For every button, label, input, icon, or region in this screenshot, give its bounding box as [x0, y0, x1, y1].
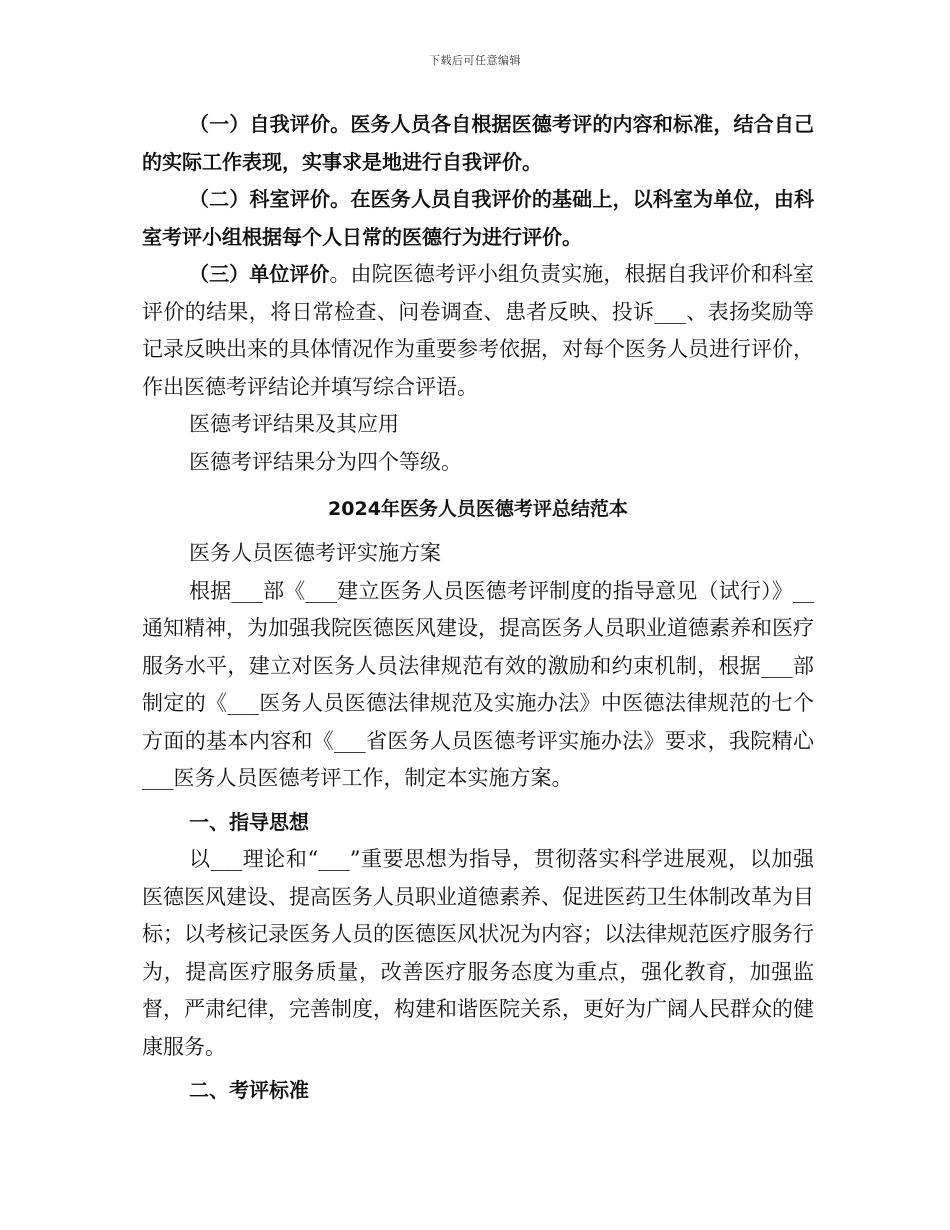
plan-subtitle: 医务人员医德考评实施方案 — [189, 541, 441, 565]
paragraph-department-evaluation: （二）科室评价。在医务人员自我评价的基础上，以科室为单位，由科室考评小组根据每个人日常的医德行为进行评价。 — [142, 187, 814, 249]
paragraph-results-levels: 医德考评结果分为四个等级。 — [189, 449, 462, 474]
heading-evaluation-standards: 二、考评标准 — [189, 1078, 309, 1102]
page-header: 下载后可任意编辑 — [429, 54, 521, 67]
heading-guiding-ideology: 一、指导思想 — [189, 809, 309, 834]
paragraph-results-heading: 医德考评结果及其应用 — [189, 412, 399, 436]
document-body — [142, 106, 814, 1110]
paragraph-guiding-ideology: 以___理论和“___”重要思想为指导，贯彻落实科学进展观，以加强医德医风建设、提高医务人员职业道德素养、促进医药卫生体制改革为目标；以考核记录医务人员的医德医风状况为内容；以法律规范医疗服务行为，提高医疗服务质量，改善医疗服务态度为重点，强化教育，加强监督，严肃纪律，完善制度，构建和谐医院关系，更好为广阔人民群众的健康服务。 — [142, 847, 814, 1059]
paragraph-self-evaluation: （一）自我评价。医务人员各自根据医德考评的内容和标准，结合自己的实际工作表现，实事求是地进行自我评价。 — [142, 112, 814, 174]
unit-evaluation-lead: （三）单位评价 — [189, 262, 330, 286]
document-title: 2024年医务人员医德考评总结范本 — [328, 498, 628, 520]
unit-evaluation-text: 。由院医德考评小组负责实施，根据自我评价和科室评价的结果，将日常检查、问卷调查、患者反映、投诉___、表扬奖励等记录反映出来的具体情况作为重要参考依据，对每个医务人员进行评价，作出医德考评结论并填写综合评语。 — [142, 262, 814, 399]
paragraph-plan-intro: 根据___部《___建立医务人员医德考评制度的指导意见（试行）》__通知精神，为加强我院医德医风建设，提高医务人员职业道德素养和医疗服务水平，建立对医务人员法律规范有效的激励和约束机制，根据___部制定的《___医务人员医德法律规范及实施办法》中医德法律规范的七个方面的基本内容和《___省医务人员医德考评实施办法》要求，我院精心___医务人员医德考评工作，制定本实施方案。 — [142, 578, 814, 790]
paragraph-unit-evaluation — [142, 256, 814, 406]
